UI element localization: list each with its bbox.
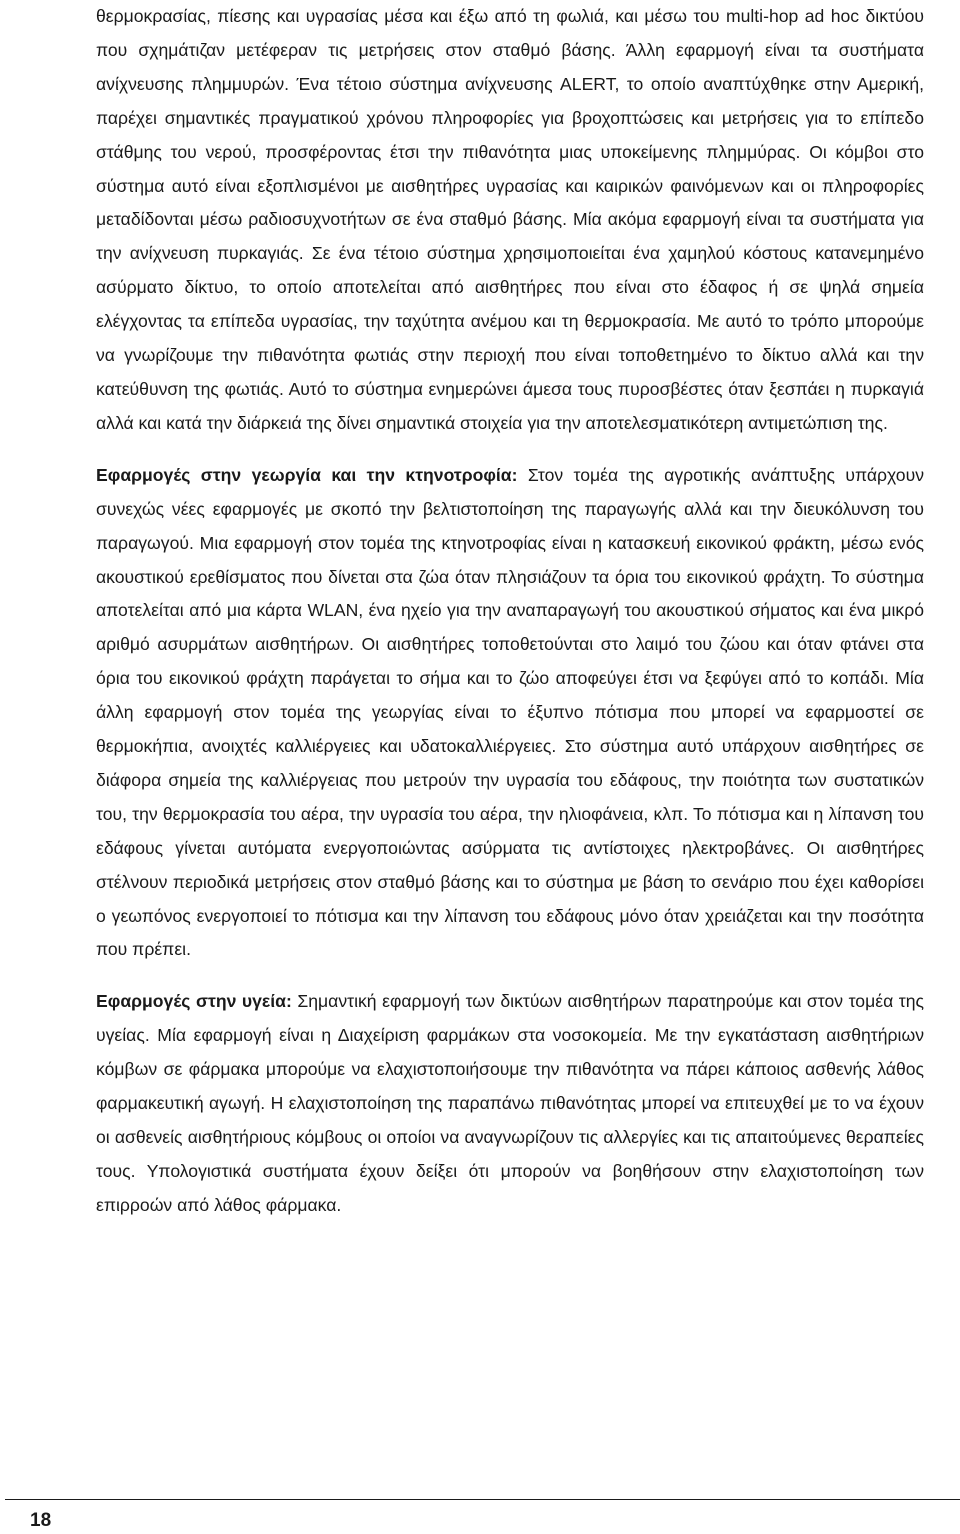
paragraph-environment (96, 0, 924, 441)
document-body (96, 0, 924, 1223)
paragraph-lead: Εφαρμογές στην υγεία: (96, 991, 292, 1012)
footer-divider (5, 1499, 960, 1500)
paragraph-lead: Εφαρμογές στην γεωργία και την κτηνοτροφία: (96, 464, 518, 485)
paragraph-agriculture (96, 459, 924, 968)
paragraph-text: Στον τομέα της αγροτικής ανάπτυξης υπάρχουν συνεχώς νέες εφαρμογές με σκοπό την βελτιστοποίηση της παραγωγής αλλά και την διευκόλυνση του παραγωγού. Μια εφαρμογή στον τομέα της κτηνοτροφίας είναι η κατασκευή εικονικού φράκτη, μέσω ενός ακουστικού ερεθίσματος που δίνεται στα ζώα όταν πλησιάζουν τα όρια του εικονικού φράχτη. Το σύστημα αποτελείται από μια κάρτα WLAN, ένα ηχείο για την αναπαραγωγή του ακουστικού σήματος και ένα μικρό αριθμό ασυρμάτων αισθητήρων. Οι αισθητήρες τοποθετούνται στο λαιμό του ζώου και όταν φτάνει στα όρια του εικονικού φράχτη παράγεται το σήμα και το ζώο αποφεύγει έτσι να ξεφύγει από το κοπάδι. Μία άλλη εφαρμογή στον τομέα της γεωργίας είναι το έξυπνο πότισμα που μπορεί να εφαρμοστεί σε θερμοκήπια, ανοιχτές καλλιέργειες και υδατοκαλλιέργειες. Στο σύστημα αυτό υπάρχουν αισθητήρες σε διάφορα σημεία της καλλιέργειας που μετρούν την υγρασία του εδάφους, την ποιότητα των συστατικών του, την θερμοκρασία του αέρα, την υγρασία του αέρα, την ηλιοφάνεια, κλπ. Το πότισμα και η λίπανση του εδάφους γίνεται αυτόματα ενεργοποιώντας ασύρματα τις αντίστοιχες ηλεκτροβάνες. Οι αισθητήρες στέλνουν περιοδικά μετρήσεις στον σταθμό βάσης και το σύστημα με βάση το σενάριο που έχει καθορίσει ο γεωπόνος ενεργοποιεί το πότισμα και την λίπανση του εδάφους μόνο όταν χρειάζεται και την ποσότητα που πρέπει. (96, 464, 924, 960)
paragraph-text: Σημαντική εφαρμογή των δικτύων αισθητήρων παρατηρούμε και στον τομέα της υγείας. Μία εφαρμογή είναι η Διαχείριση φαρμάκων στα νοσοκομεία. Με την εγκατάσταση αισθητήριων κόμβων σε φάρμακα μπορούμε να ελαχιστοποιήσουμε την πιθανότητα να πάρει κάποιος ασθενής λάθος φαρμακευτική αγωγή. Η ελαχιστοποίηση της παραπάνω πιθανότητας μπορεί να επιτευχθεί με το να έχουν οι ασθενείς αισθητήριους κόμβους οι οποίοι να αναγνωρίζουν τις αλλεργίες και τις απαιτούμενες θεραπείες τους. Υπολογιστικά συστήματα έχουν δείξει ότι μπορούν να βοηθήσουν στην ελαχιστοποίηση των επιρροών από λάθος φάρμακα. (96, 991, 924, 1215)
page-number: 18 (30, 1510, 52, 1531)
paragraph-health (96, 985, 924, 1222)
paragraph-text: θερμοκρασίας, πίεσης και υγρασίας μέσα και έξω από τη φωλιά, και μέσω του multi-hop ad hoc δικτύου που σχημάτιζαν μετέφεραν τις μετρήσεις στον σταθμό βάσης. Άλλη εφαρμογή είναι τα συστήματα ανίχνευσης πλημμυρών. Ένα τέτοιο σύστημα ανίχνευσης ALERT, το οποίο αναπτύχθηκε στην Αμερική, παρέχει σημαντικές πραγματικού χρόνου πληροφορίες για βροχοπτώσεις και μετρήσεις για το επίπεδο στάθμης του νερού, προσφέροντας έτσι την πιθανότητα μιας υποκείμενης πλημμύρας. Οι κόμβοι στο σύστημα αυτό είναι εξοπλισμένοι με αισθητήρες υγρασίας και καιρικών φαινόμενων και οι πληροφορίες μεταδίδονται μέσω ραδιοσυχνοτήτων σε ένα σταθμό βάσης. Μία ακόμα εφαρμογή είναι τα συστήματα για την ανίχνευση πυρκαγιάς. Σε ένα τέτοιο σύστημα χρησιμοποιείται ένα χαμηλού κόστους κατανεμημένο ασύρματο δίκτυο, το οποίο αποτελείται από αισθητήρες που είναι στο έδαφος ή σε ψηλά σημεία ελέγχοντας τα επίπεδα υγρασίας, την ταχύτητα ανέμου και τη θερμοκρασία. Με αυτό το τρόπο μπορούμε να γνωρίζουμε την πιθανότητα φωτιάς στην περιοχή που είναι τοποθετημένο το δίκτυο αλλά και την κατεύθυνση της φωτιάς. Αυτό το σύστημα ενημερώνει άμεσα τους πυροσβέστες όταν ξεσπάει η πυρκαγιά αλλά και κατά την διάρκειά της δίνει σημαντικά στοιχεία για την αποτελεσματικότερη αντιμετώπιση της. (96, 6, 924, 433)
